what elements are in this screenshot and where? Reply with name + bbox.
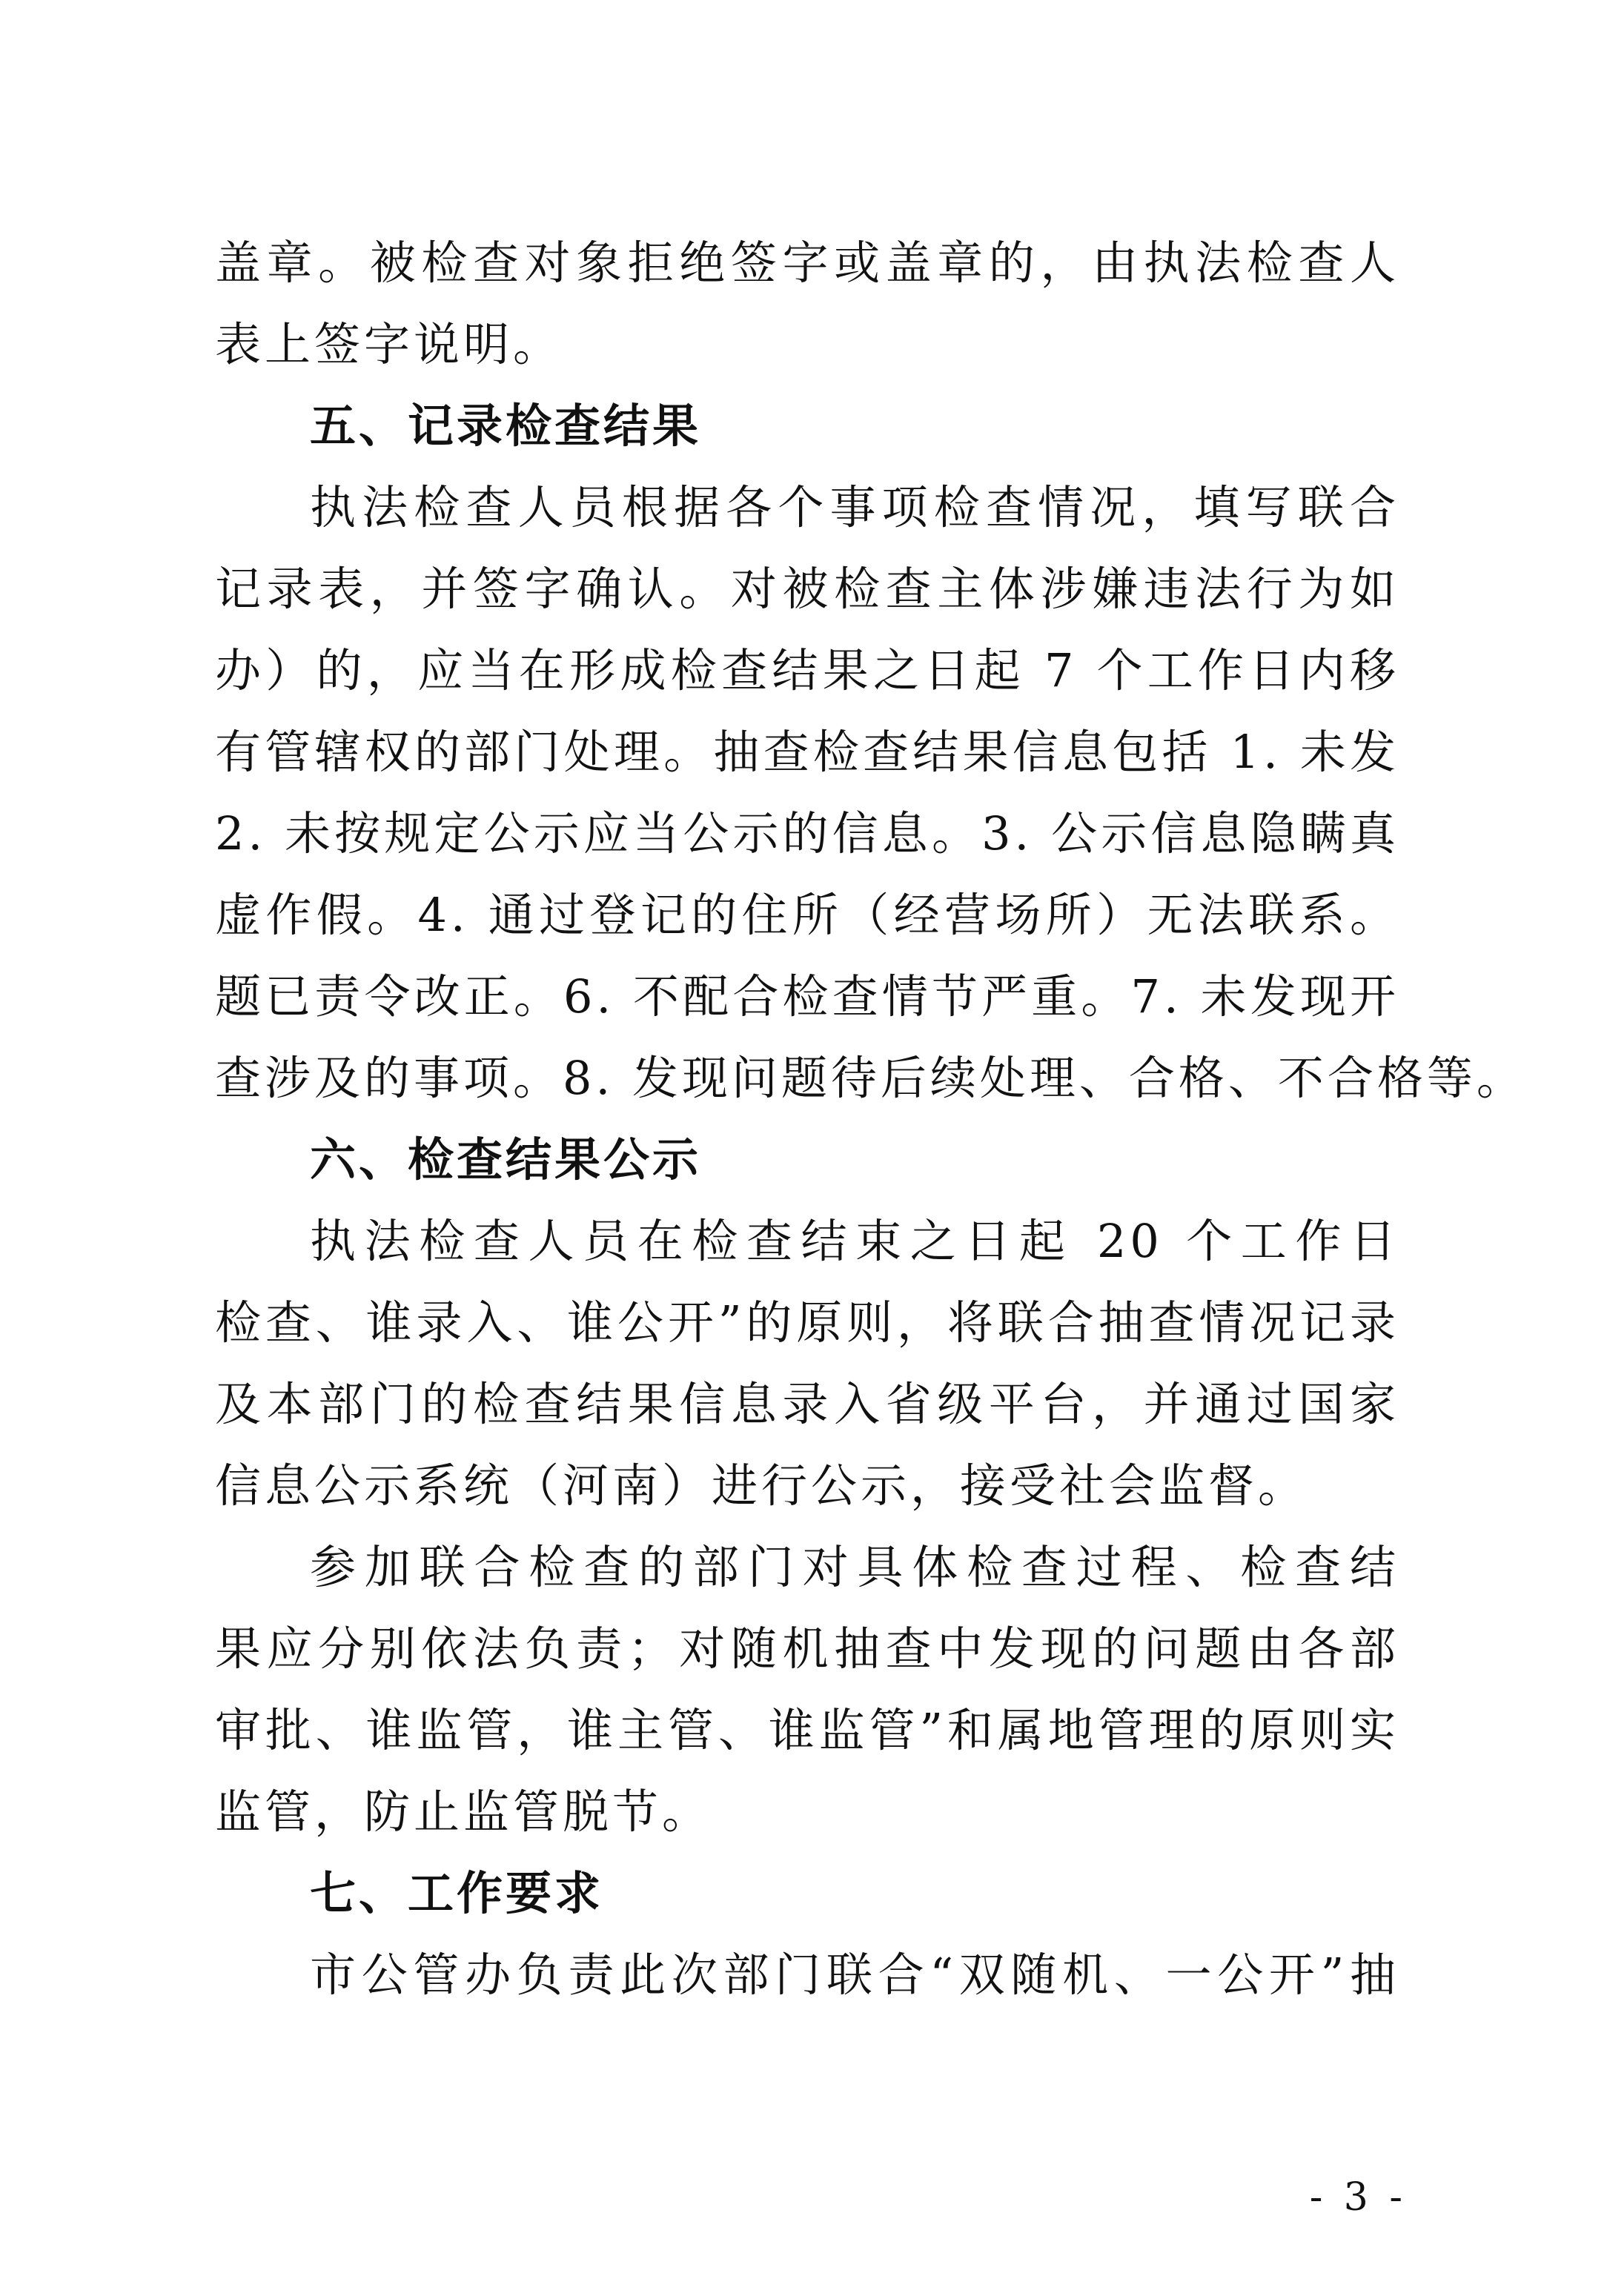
- paragraph-line: 监管，防止监管脱节。: [215, 1785, 712, 1839]
- paragraph-line: 办）的，应当在形成检查结果之日起 7 个工作日内移: [215, 643, 1399, 697]
- paragraph-line: 审批、谁监管，谁主管、谁监管”和属地管理的原则实: [215, 1703, 1399, 1757]
- paragraph-line: 题已责令改正。6. 不配合检查情节严重。7. 未发现开: [215, 969, 1399, 1023]
- paragraph-line: 有管辖权的部门处理。抽查检查结果信息包括 1. 未发: [215, 725, 1399, 779]
- paragraph-line: 市公管办负责此次部门联合“双随机、一公开”抽: [310, 1948, 1399, 2002]
- paragraph-line: 虚作假。4. 通过登记的住所（经营场所）无法联系。: [215, 888, 1399, 942]
- paragraph-line: 及本部门的检查结果信息录入省级平台，并通过国家: [215, 1377, 1399, 1431]
- paragraph-line: 信息公示系统（河南）进行公示，接受社会监督。: [215, 1459, 1308, 1513]
- paragraph-line: 记录表，并签字确认。对被检查主体涉嫌违法行为如: [215, 562, 1399, 616]
- paragraph-line: 2. 未按规定公示应当公示的信息。3. 公示信息隐瞒真: [215, 806, 1399, 860]
- document-body: [215, 222, 1526, 2016]
- section-heading-5: 五、记录检查结果: [310, 399, 702, 453]
- paragraph-line: 执法检查人员根据各个事项检查情况，填写联合: [310, 480, 1399, 534]
- page-number: - 3 -: [1309, 2175, 1407, 2220]
- paragraph-line: 执法检查人员在检查结束之日起 20 个工作日: [310, 1214, 1399, 1268]
- paragraph-line: 查涉及的事项。8. 发现问题待后续处理、合格、不合格等。: [215, 1051, 1526, 1105]
- paragraph-line: 果应分别依法负责；对随机抽查中发现的问题由各部: [215, 1622, 1399, 1676]
- paragraph-line: 盖章。被检查对象拒绝签字或盖章的，由执法检查人: [215, 236, 1399, 290]
- paragraph-line: 表上签字说明。: [215, 317, 563, 371]
- paragraph-line: 参加联合检查的部门对具体检查过程、检查结: [310, 1540, 1399, 1594]
- section-heading-6: 六、检查结果公示: [310, 1132, 702, 1187]
- section-heading-7: 七、工作要求: [310, 1866, 604, 1920]
- paragraph-line: 检查、谁录入、谁公开”的原则，将联合抽查情况记录: [215, 1295, 1399, 1350]
